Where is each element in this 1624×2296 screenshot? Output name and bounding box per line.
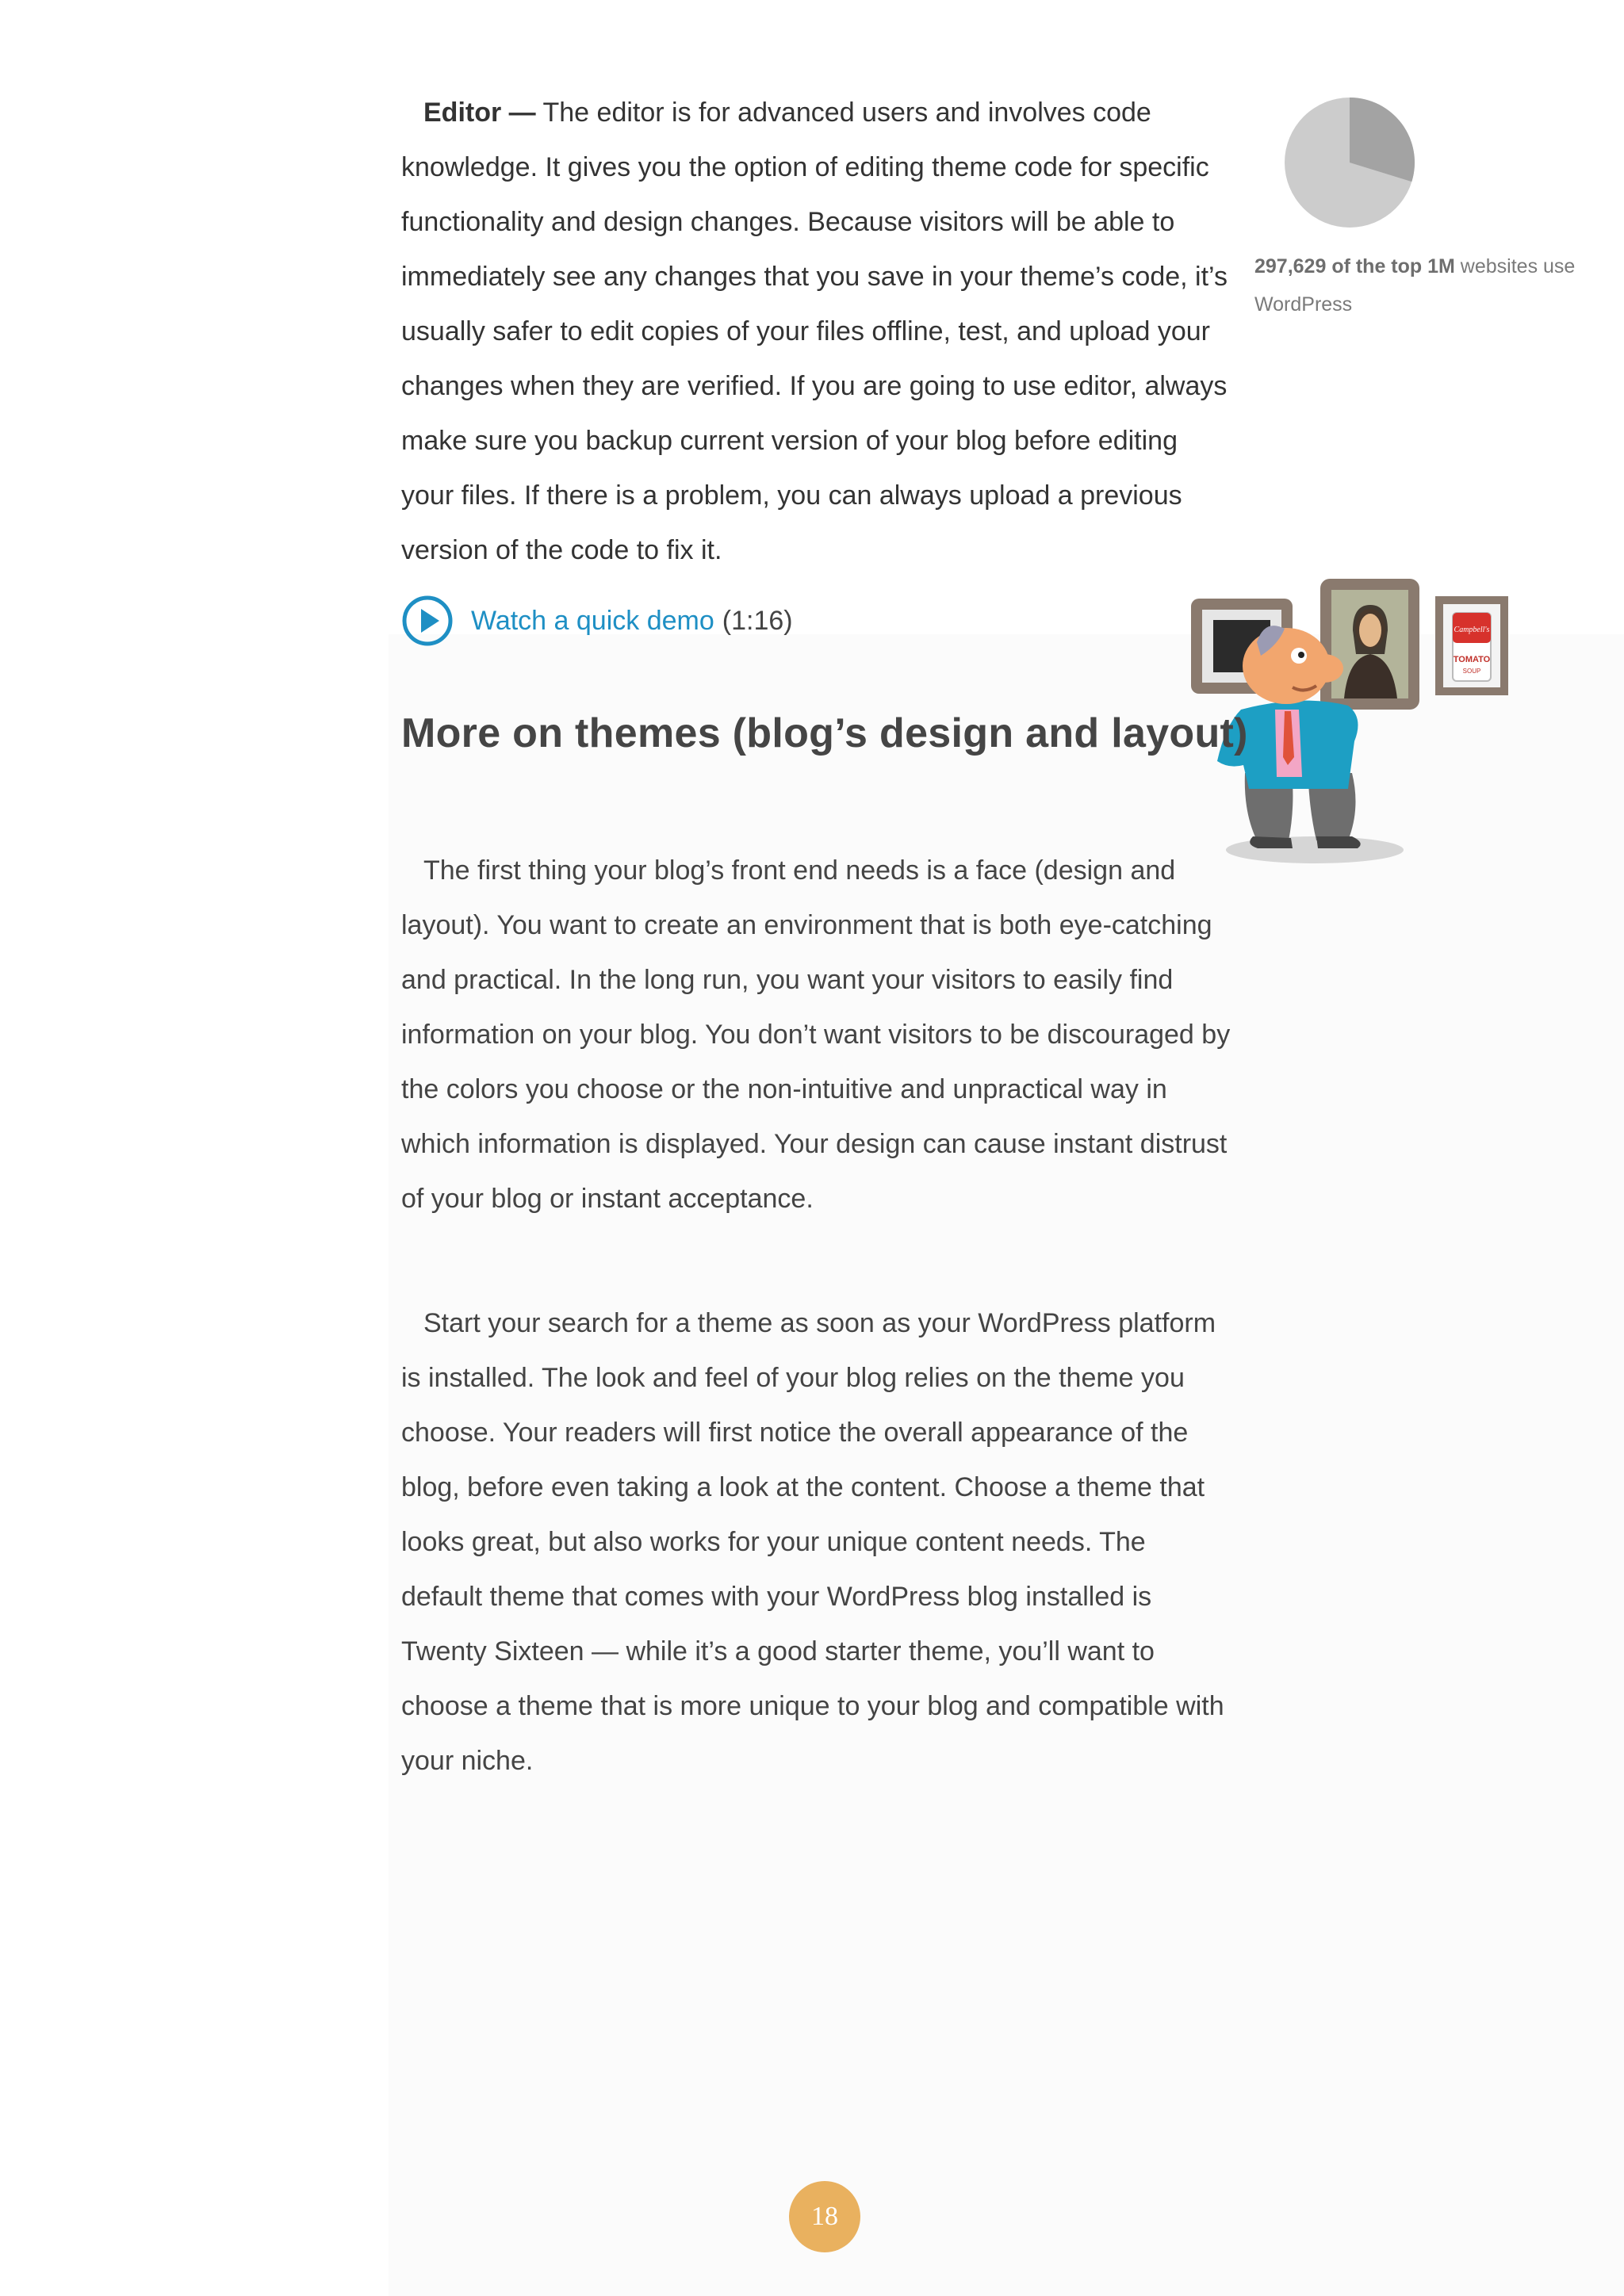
can-label: TOMATO: [1453, 655, 1491, 664]
play-circle-icon[interactable]: [401, 595, 454, 647]
usage-stat-rest: websites use WordPress: [1254, 255, 1576, 316]
editor-paragraph: [401, 86, 1234, 578]
section-heading: More on themes (blog’s design and layout): [401, 710, 1248, 756]
body-paragraph-1: [401, 844, 1234, 1226]
can-brand: Campbell's: [1454, 626, 1490, 634]
mona-lisa-painting-icon: [1320, 579, 1419, 710]
watch-demo-link[interactable]: Watch a quick demo: [471, 605, 714, 636]
usage-stat-bold: 297,629 of the top 1M: [1254, 255, 1455, 277]
body-paragraph-2-text: Start your search for a theme as soon as your WordPress platform is installed. The look and feel of your blog relies on the theme you choose. Your readers will first notice the overall appearance of the blog, before even taking a look at the content. Choose a theme that looks great, but also works for your unique content needs. The default theme that comes with your WordPress blog installed is Twenty Sixteen — while it’s a good starter theme, you’ll want to choose a theme that is more unique to your blog and compatible with your niche.: [401, 1308, 1224, 1776]
soup-can-painting-icon: [1435, 596, 1508, 695]
editor-lead: Editor —: [423, 98, 536, 128]
editor-body: The editor is for advanced users and involves code knowledge. It gives you the option of editing theme code for specific functionality and design changes. Because visitors will be able to immediately see any changes that you save in your theme’s code, it’s usually safer to edit copies of your files offline, test, and upload your changes when they are verified. If you are going to use editor, always make sure you backup current version of your blog before editing your files. If there is a problem, you can always upload a previous version of the code to fix it.: [401, 98, 1228, 565]
usage-stat-text: [1254, 247, 1603, 323]
body-paragraph-1-text: The first thing your blog’s front end needs is a face (design and layout). You want to create an environment that is both eye-catching and practical. In the long run, you want your visitors to easily find information on your blog. You don’t want visitors to be discouraged by the colors you choose or the non-intuitive and unpractical way in which information is displayed. Your design can cause instant distrust of your blog or instant acceptance.: [401, 855, 1231, 1214]
watch-demo-row[interactable]: [401, 593, 793, 649]
can-sublabel: SOUP: [1462, 668, 1481, 675]
usage-pie-chart: [1282, 95, 1417, 230]
body-paragraph-2: [401, 1296, 1234, 1789]
demo-duration: (1:16): [722, 605, 793, 636]
page-number-badge: 18: [789, 2181, 860, 2252]
wordpress-usage-stat: [1254, 95, 1603, 323]
